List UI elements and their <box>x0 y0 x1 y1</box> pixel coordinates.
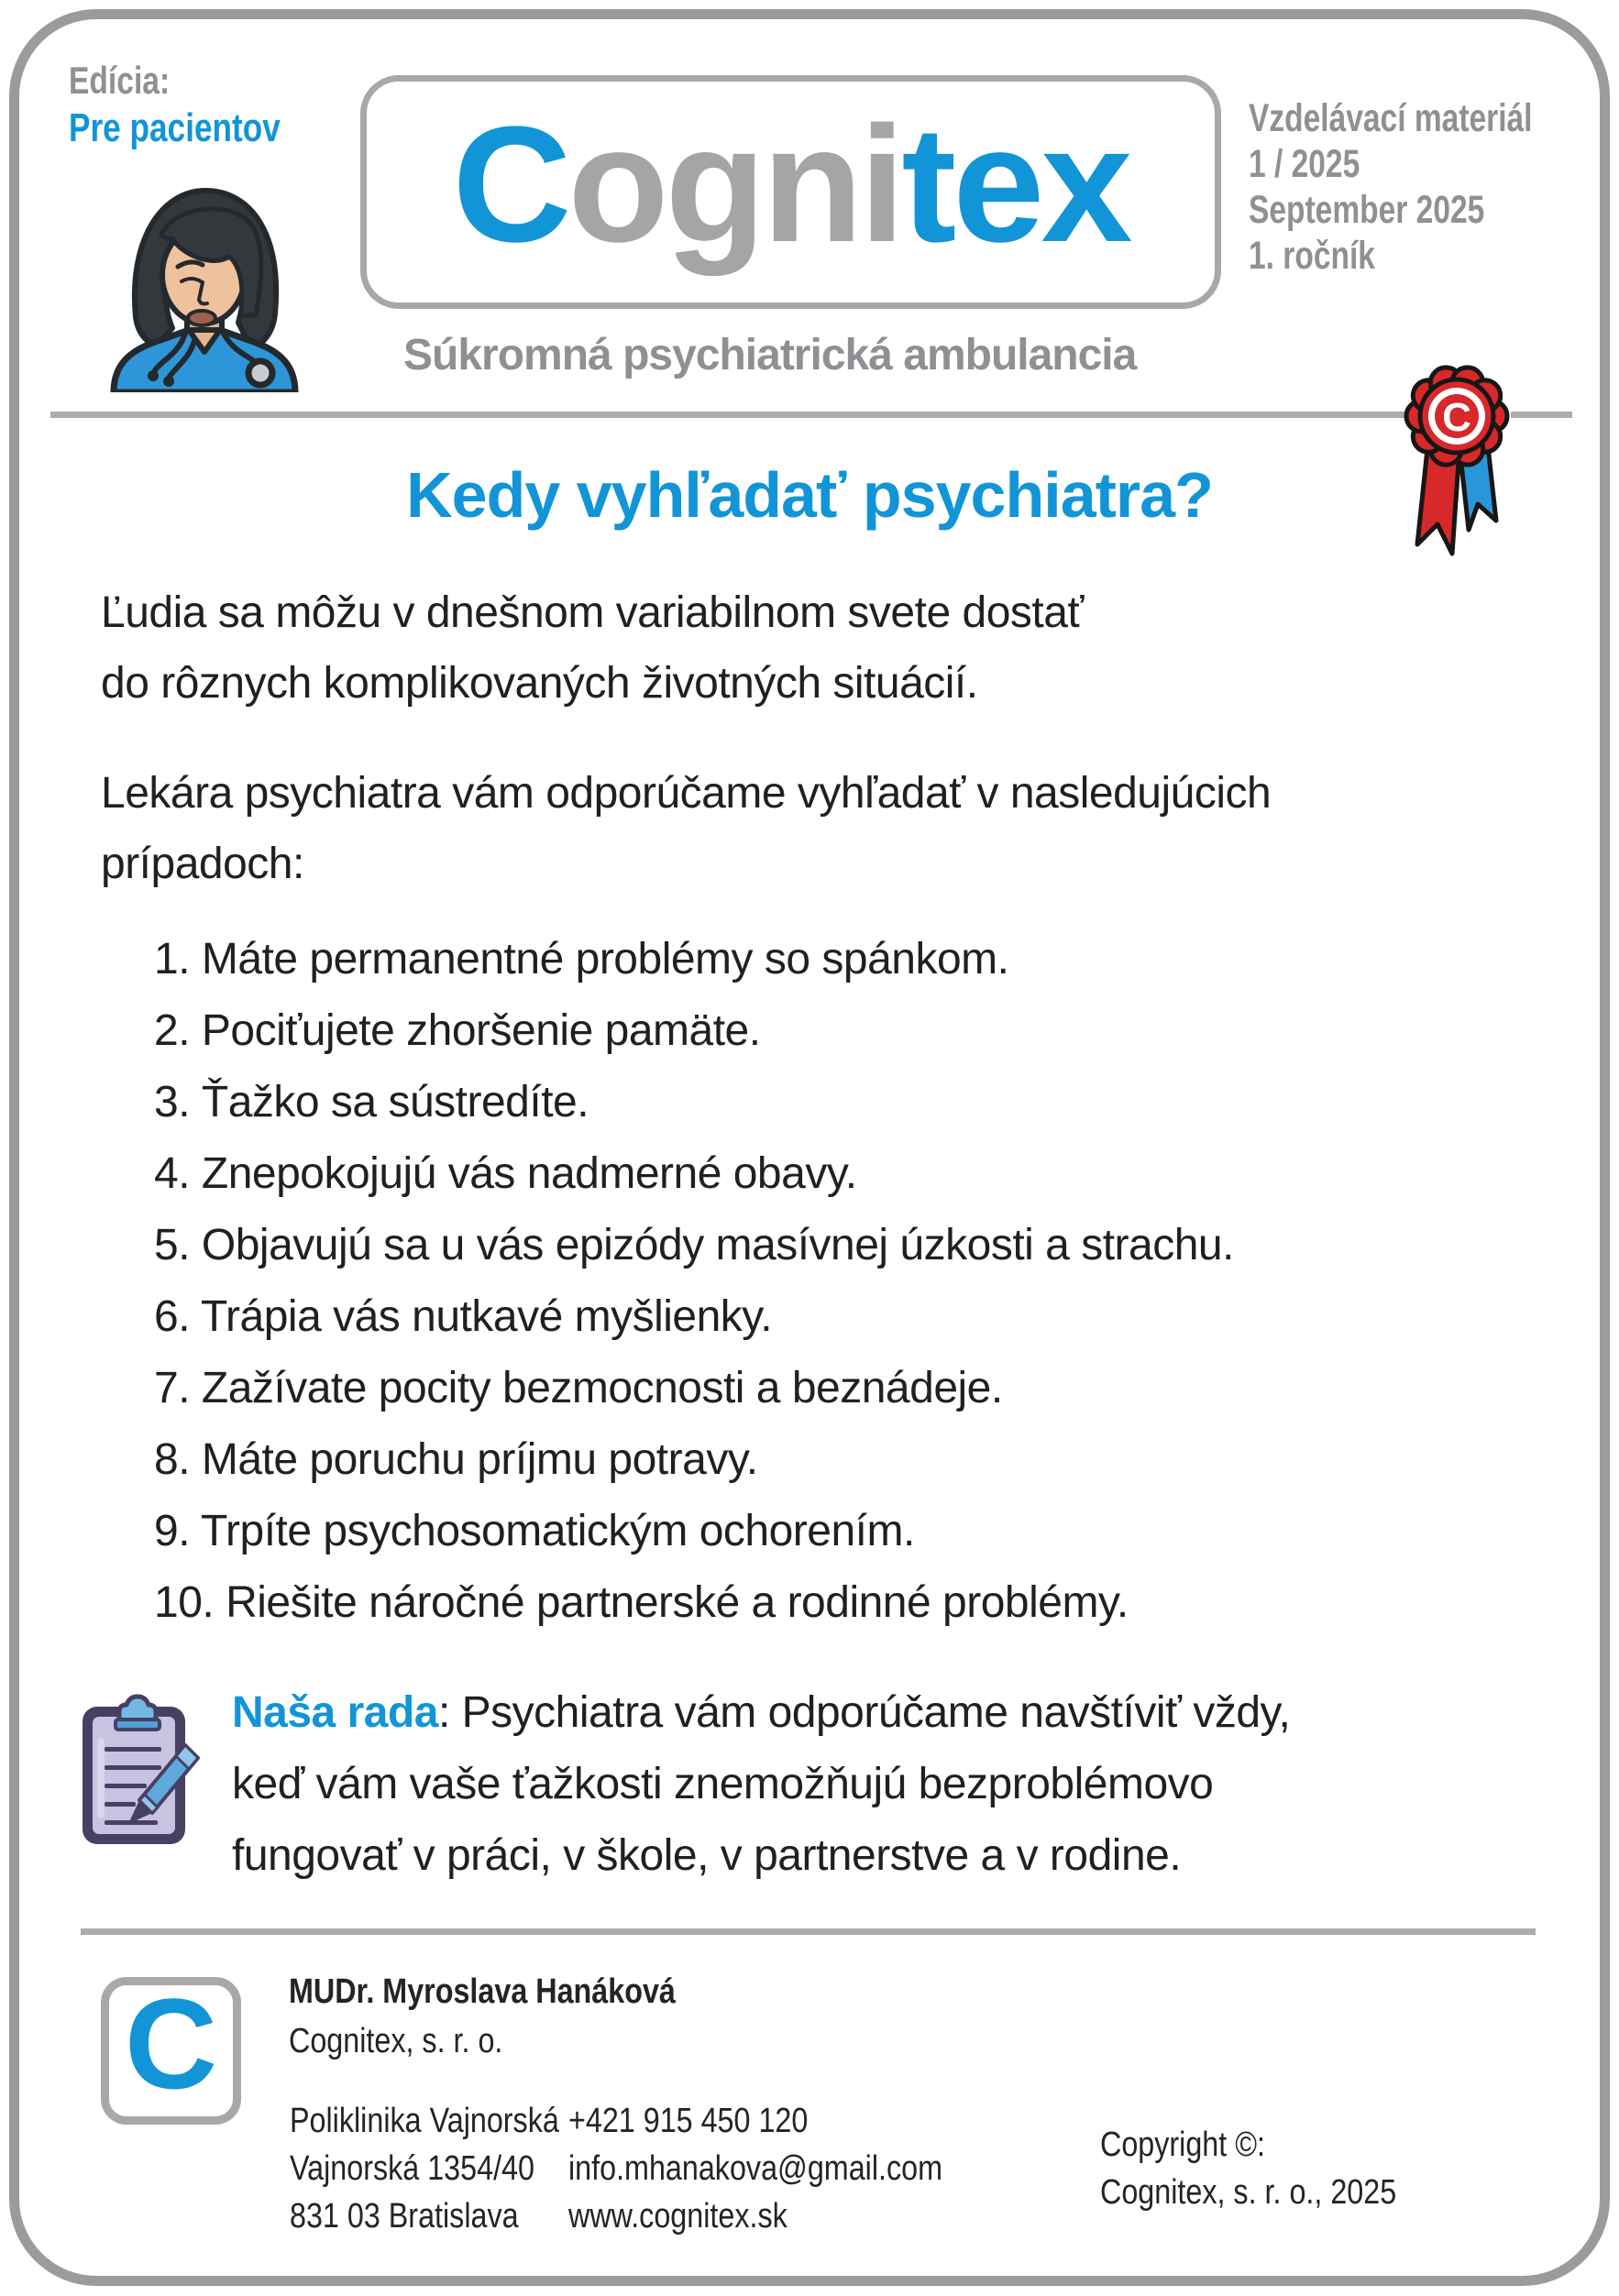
company-logo-box <box>101 1971 241 2125</box>
address-line: Vajnorská 1354/40 <box>290 2149 534 2188</box>
intro-line: Ľudia sa môžu v dnešnom variabilnom svete dostať <box>101 588 1084 637</box>
copyright-block <box>1100 2121 1396 2216</box>
logo-cognitex <box>452 92 1129 277</box>
website-url: www.cognitex.sk <box>568 2197 787 2236</box>
list-item: 7. Zažívate pocity bezmocnosti a beznádeje. <box>154 1364 1003 1412</box>
list-item: 6. Trápia vás nutkavé myšlienky. <box>154 1292 773 1341</box>
company-logo-letter: C <box>124 1971 218 2115</box>
header-divider-left <box>50 412 1404 418</box>
list-item: 3. Ťažko sa sústredíte. <box>154 1078 589 1126</box>
lead-line: prípadoch: <box>101 840 304 888</box>
advice-line: keď vám vaše ťažkosti znemožňujú bezproblémovo <box>232 1760 1214 1808</box>
list-item: 9. Trpíte psychosomatickým ochorením. <box>154 1507 915 1555</box>
logo-part-ogni: ogni <box>567 92 902 277</box>
lead-paragraph <box>101 758 1271 899</box>
edition-label: Edícia: <box>69 59 171 102</box>
nurse-avatar-icon <box>106 180 315 392</box>
list-item: 1. Máte permanentné problémy so spánkom. <box>154 935 1009 983</box>
issue-line: September 2025 <box>1249 188 1485 232</box>
edition-value: Pre pacientov <box>69 105 281 150</box>
phone-number: +421 915 450 120 <box>568 2102 809 2140</box>
doctor-name: MUDr. Myroslava Hanáková <box>289 1972 676 2011</box>
list-item: 5. Objavujú sa u vás epizódy masívnej úzkosti a strachu. <box>154 1221 1234 1269</box>
award-seal-icon <box>1392 341 1522 566</box>
list-item: 4. Znepokojujú vás nadmerné obavy. <box>154 1149 857 1198</box>
address-line: Poliklinika Vajnorská <box>290 2102 559 2140</box>
contact-block <box>568 2097 942 2240</box>
clipboard-pen-icon <box>77 1694 207 1851</box>
copyright-line: Cognitex, s. r. o., 2025 <box>1100 2173 1397 2212</box>
address-block <box>290 2097 559 2240</box>
company-name: Cognitex, s. r. o. <box>289 2022 503 2060</box>
list-item: 10. Riešite náročné partnerské a rodinné problémy. <box>154 1578 1129 1627</box>
issue-line: Vzdelávací materiál <box>1249 96 1533 140</box>
advice-line <box>232 1677 1290 1749</box>
list-item: 8. Máte poruchu príjmu potravy. <box>154 1435 758 1484</box>
issue-info <box>1249 95 1533 279</box>
symptom-list <box>154 924 1234 1639</box>
lead-line: Lekára psychiatra vám odporúčame vyhľadať v nasledujúcich <box>101 769 1272 818</box>
footer-divider <box>81 1928 1536 1935</box>
advice-label: Naša rada <box>232 1688 438 1737</box>
list-item: 2. Pociťujete zhoršenie pamäte. <box>154 1006 761 1055</box>
advice-line-rest: : Psychiatra vám odporúčame navštíviť vždy, <box>437 1688 1291 1737</box>
logo-box <box>360 75 1221 309</box>
clinic-subtitle: Súkromná psychiatrická ambulancia <box>403 331 1137 379</box>
issue-line: 1 / 2025 <box>1249 142 1360 186</box>
address-line: 831 03 Bratislava <box>290 2197 519 2236</box>
seal-letter: C <box>1442 395 1471 440</box>
advice-line: fungovať v práci, v škole, v partnerstve a v rodine. <box>232 1831 1182 1880</box>
logo-part-c: C <box>452 92 568 277</box>
intro-line: do rôznych komplikovaných životných situácií. <box>101 659 978 708</box>
email-address: info.mhanakova@gmail.com <box>568 2149 943 2188</box>
advice-section <box>232 1677 1290 1892</box>
issue-line: 1. ročník <box>1249 234 1375 278</box>
logo-part-tex: tex <box>901 92 1129 277</box>
copyright-line: Copyright ©: <box>1100 2126 1265 2164</box>
intro-paragraph <box>101 577 1084 719</box>
edition-block <box>69 57 281 152</box>
page-title: Kedy vyhľadať psychiatra? <box>406 459 1213 531</box>
